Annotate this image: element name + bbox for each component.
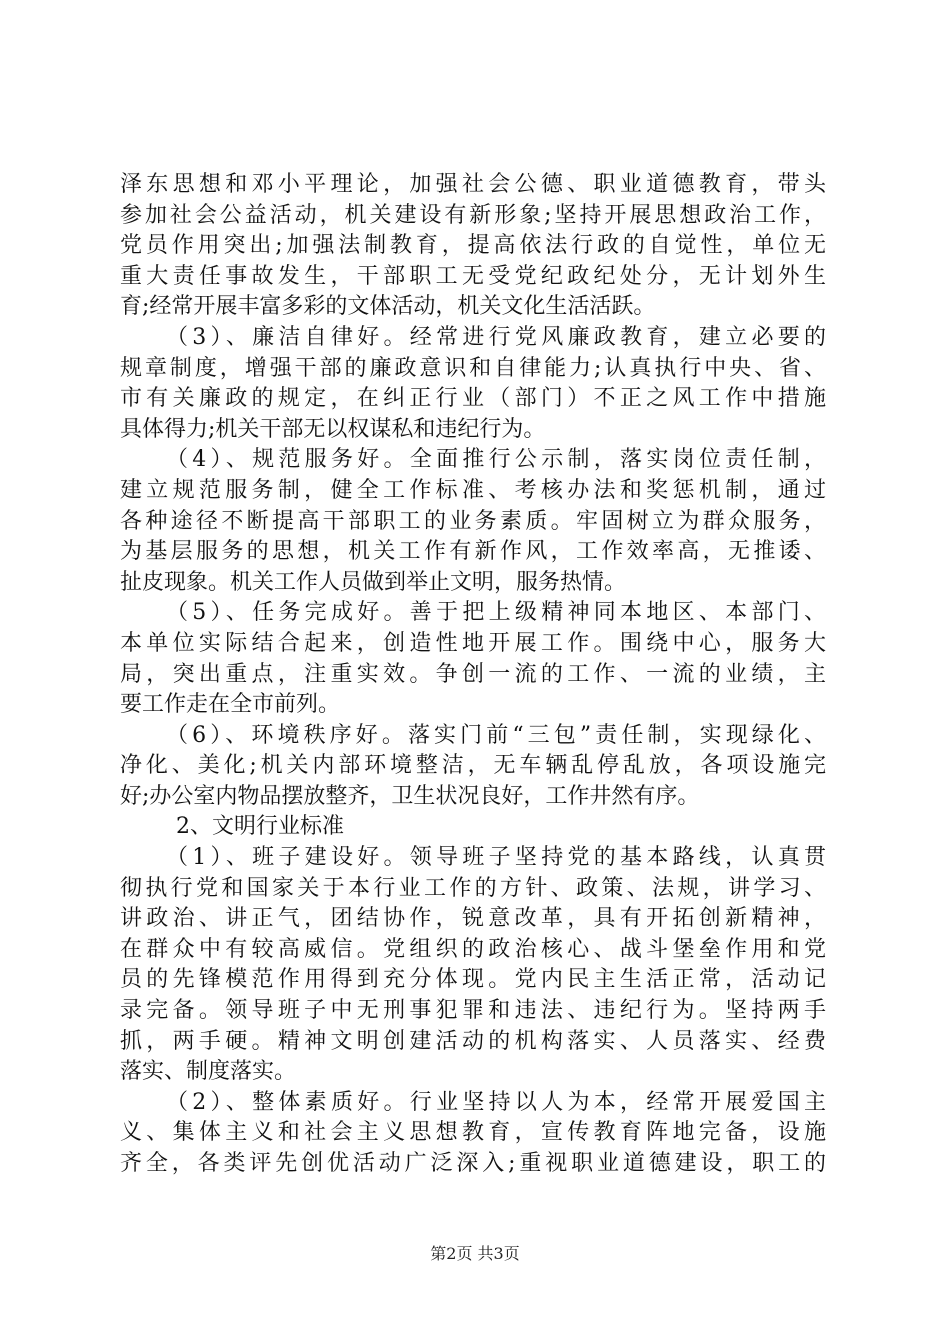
paragraph-heading-line: （5）、任务完成好。善于把上级精神同本地区、本部门、: [166, 600, 826, 626]
text-line: 为基层服务的思想，机关工作有新作风，工作效率高，无推诿、: [120, 539, 826, 565]
text-line: 参加社会公益活动，机关建设有新形象;坚持开展思想政治工作，: [120, 202, 826, 228]
text-line: 抓，两手硬。精神文明创建活动的机构落实、人员落实、经费: [120, 1028, 826, 1054]
text-line: 员的先锋模范作用得到充分体现。党内民主生活正常，活动记: [120, 967, 826, 993]
text-line: 育;经常开展丰富多彩的文体活动，机关文化生活活跃。: [120, 294, 656, 320]
paragraph-heading-line: （2）、整体素质好。行业坚持以人为本，经常开展爱国主: [166, 1089, 826, 1115]
text-line: 局，突出重点，注重实效。争创一流的工作、一流的业绩，主: [120, 661, 826, 687]
text-line: 泽东思想和邓小平理论，加强社会公德、职业道德教育，带头: [120, 172, 826, 197]
text-line: 齐全，各类评先创优活动广泛深入;重视职业道德建设，职工的: [120, 1151, 826, 1176]
text-line: 在群众中有较高威信。党组织的政治核心、战斗堡垒作用和党: [120, 936, 826, 962]
text-line: 重大责任事故发生，干部职工无受党纪政纪处分，无计划外生: [120, 263, 826, 289]
document-body: [120, 170, 826, 1180]
paragraph-heading-line: （3）、廉洁自律好。经常进行党风廉政教育，建立必要的: [166, 324, 826, 350]
text-line: 好;办公室内物品摆放整齐，卫生状况良好，工作井然有序。: [120, 783, 700, 809]
text-line: 落实、制度落实。: [120, 1059, 297, 1085]
text-line: 建立规范服务制，健全工作标准、考核办法和奖惩机制，通过: [120, 477, 826, 503]
text-line: 讲政治、讲正气，团结协作，锐意改革，具有开拓创新精神，: [120, 906, 826, 932]
text-line: 市有关廉政的规定，在纠正行业（部门）不正之风工作中措施: [120, 386, 826, 412]
page-number-footer: 第2页 共3页: [430, 1244, 520, 1263]
text-line: 本单位实际结合起来，创造性地开展工作。围绕中心，服务大: [120, 630, 826, 656]
text-line: 党员作用突出;加强法制教育，提高依法行政的自觉性，单位无: [120, 233, 826, 259]
text-line: 义、集体主义和社会主义思想教育，宣传教育阵地完备，设施: [120, 1120, 826, 1146]
text-line: 扯皮现象。机关工作人员做到举止文明，服务热情。: [120, 569, 627, 595]
text-line: 要工作走在全市前列。: [120, 692, 341, 718]
paragraph-heading-line: （4）、规范服务好。全面推行公示制，落实岗位责任制，: [166, 447, 826, 473]
paragraph-heading-line: （1）、班子建设好。领导班子坚持党的基本路线，认真贯: [166, 845, 826, 871]
text-line: 规章制度，增强干部的廉政意识和自律能力;认真执行中央、省、: [120, 355, 826, 381]
paragraph-heading-line: （6）、环境秩序好。落实门前“三包”责任制，实现绿化、: [166, 722, 826, 748]
text-line: 具体得力;机关干部无以权谋私和违纪行为。: [120, 416, 546, 442]
text-line: 录完备。领导班子中无刑事犯罪和违法、违纪行为。坚持两手: [120, 998, 826, 1024]
text-line: 各种途径不断提高干部职工的业务素质。牢固树立为群众服务，: [120, 508, 826, 534]
text-line: 净化、美化;机关内部环境整洁，无车辆乱停乱放，各项设施完: [120, 753, 826, 779]
section-heading: 2、文明行业标准: [176, 814, 344, 840]
text-line: 彻执行党和国家关于本行业工作的方针、政策、法规，讲学习、: [120, 875, 826, 901]
